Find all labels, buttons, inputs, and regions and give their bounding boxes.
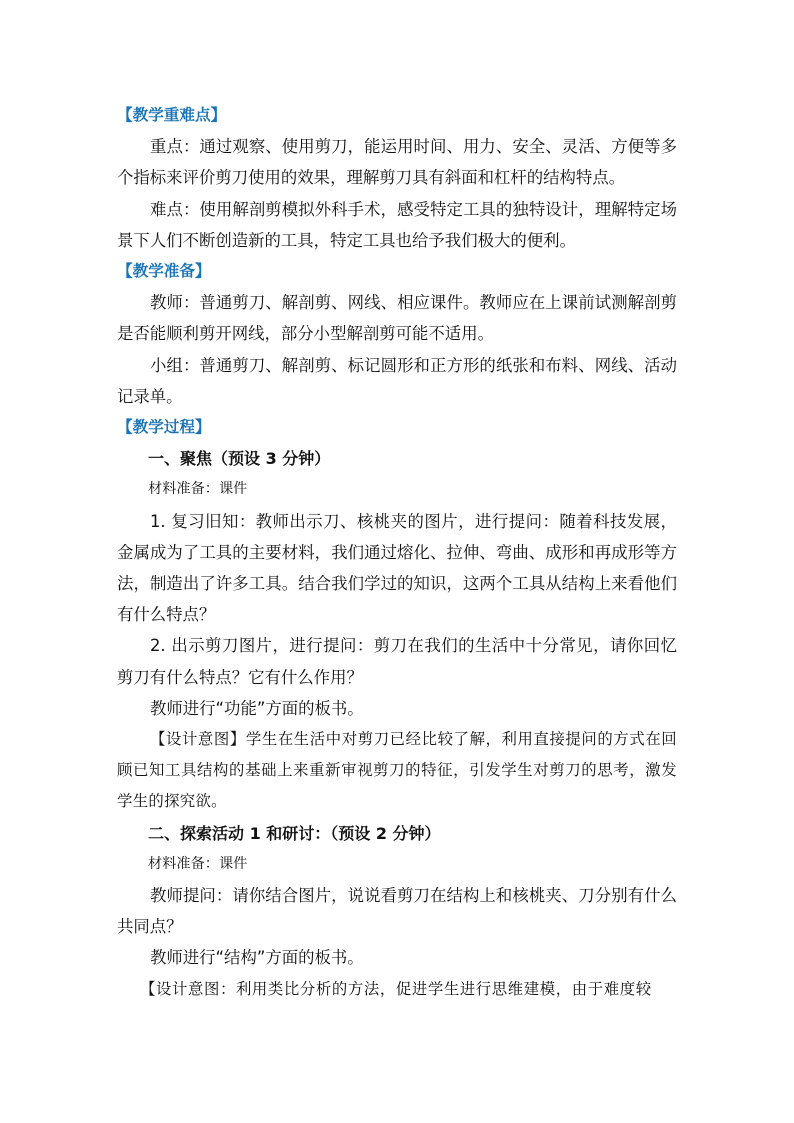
group-preparation-paragraph: 小组：普通剪刀、解剖剪、标记圆形和正方形的纸张和布料、网线、活动记录单。 bbox=[117, 355, 677, 406]
teacher-preparation-paragraph: 教师：普通剪刀、解剖剪、网线、相应课件。教师应在上课前试测解剖剪是否能顺利剪开网线，部分小型解剖剪可能不适用。 bbox=[117, 293, 677, 344]
part1-title: 一、聚焦（预设 3 分钟） bbox=[148, 449, 331, 469]
part1-item1: 1. 复习旧知：教师出示刀、核桃夹的图片，进行提问：随着科技发展，金属成为了工具的主要材料，我们通过熔化、拉伸、弯曲、成形和再成形等方法，制造出了许多工具。结合我们学过的知识，这两个工具从结构上来看他们有什么特点？ bbox=[117, 511, 677, 625]
part2-title: 二、探索活动 1 和研讨：（预设 2 分钟） bbox=[148, 823, 441, 843]
part2-design-intent: 【设计意图：利用类比分析的方法，促进学生进行思维建模，由于难度较 bbox=[140, 979, 652, 998]
document-page bbox=[117, 100, 677, 1005]
part2-question: 教师提问：请你结合图片，说说看剪刀在结构上和核桃夹、刀分别有什么共同点？ bbox=[117, 886, 677, 937]
key-point-paragraph: 重点：通过观察、使用剪刀，能运用时间、用力、安全、灵活、方便等多个指标来评价剪刀使用的效果，理解剪刀具有斜面和杠杆的结构特点。 bbox=[117, 137, 677, 188]
part2-materials: 材料准备：课件 bbox=[148, 855, 248, 872]
part1-materials: 材料准备：课件 bbox=[148, 481, 248, 498]
part2-board-note: 教师进行“结构”方面的板书。 bbox=[150, 948, 364, 968]
hard-point-paragraph: 难点：使用解剖剪模拟外科手术，感受特定工具的独特设计，理解特定场景下人们不断创造新的工具，特定工具也给予我们极大的便利。 bbox=[117, 199, 677, 250]
heading-preparation: 【教学准备】 bbox=[117, 262, 211, 281]
part1-board-note: 教师进行“功能”方面的板书。 bbox=[150, 698, 364, 718]
part1-design-intent: 【设计意图】学生在生活中对剪刀已经比较了解，利用直接提问的方式在回顾已知工具结构的基础上来重新审视剪刀的特征，引发学生对剪刀的思考，激发学生的探究欲。 bbox=[117, 730, 677, 811]
heading-difficulty: 【教学重难点】 bbox=[117, 106, 227, 124]
part1-item2: 2. 出示剪刀图片，进行提问：剪刀在我们的生活中十分常见，请你回忆剪刀有什么特点？它有什么作用？ bbox=[117, 636, 677, 687]
heading-process: 【教学过程】 bbox=[117, 418, 211, 437]
